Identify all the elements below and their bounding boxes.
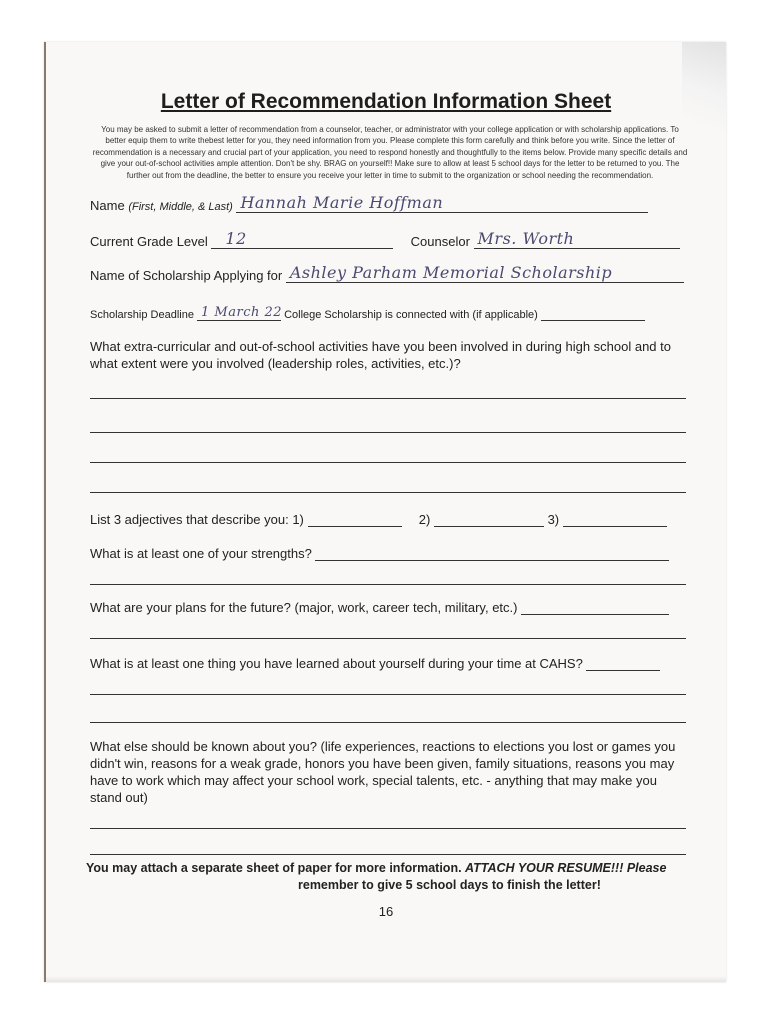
scholarship-field[interactable] — [286, 263, 684, 283]
adjectives-row — [90, 510, 667, 527]
strengths-field[interactable] — [315, 544, 669, 561]
deadline-label: Scholarship Deadline — [90, 309, 194, 321]
plans-line[interactable] — [90, 638, 686, 639]
else-question: What else should be known about you? (life experiences, reactions to elections you lost or games you didn't win, reasons for a weak grade, honors you have been given, family situations, reasons you may have to work which may affect your school work, special talents, etc. - anything that may make you stand out) — [90, 739, 676, 805]
activities-line[interactable] — [90, 462, 686, 463]
activities-line[interactable] — [90, 398, 686, 399]
learned-field[interactable] — [586, 654, 660, 671]
plans-row — [90, 598, 669, 615]
adjective-3-field[interactable] — [563, 510, 667, 527]
counselor-value: Mrs. Worth — [477, 229, 575, 248]
page-title: Letter of Recommendation Information Sheet — [160, 90, 612, 113]
footer-line-1: You may attach a separate sheet of paper for more information. — [86, 861, 462, 875]
college-field[interactable] — [541, 304, 645, 321]
adjectives-label: List 3 adjectives that describe you: 1) — [90, 512, 304, 527]
deadline-row — [90, 304, 645, 321]
intro-paragraph: You may be asked to submit a letter of recommendation from a counselor, teacher, or administrator with your college application or with scholarship applications. To better equip them to write thebest letter for you, they need information from you. Please complete this form carefully and think before you write. Since the letter of recommendation is a necessary and crucial part of your application, you need to respond honestly and thoughtfully to the items below. Provide many specific details and give your out-of-school activities ample attention. Don't be shy. BRAG on yourself!! Make sure to allow at least 5 school days for the letter to be returned to you. The further out from the deadline, the better to ensure you receive your letter in time to submit to the organization or school needing the recommendation. — [92, 125, 688, 180]
counselor-label: Counselor — [410, 234, 470, 249]
form-sheet — [44, 42, 726, 982]
adjective-2-label: 2) — [418, 512, 431, 527]
deadline-field[interactable] — [197, 304, 281, 321]
plans-field[interactable] — [521, 598, 669, 615]
strengths-line[interactable] — [90, 584, 686, 585]
learned-line[interactable] — [90, 694, 686, 695]
scholarship-value: Ashley Parham Memorial Scholarship — [289, 263, 613, 282]
activities-question: What extra-curricular and out-of-school activities have you been involved in during high school and to what extent were you involved (leadership roles, activities, etc.)? — [90, 339, 671, 371]
college-label: College Scholarship is connected with (if applicable) — [284, 309, 538, 321]
activities-line[interactable] — [90, 432, 686, 433]
learned-line[interactable] — [90, 722, 686, 723]
footer-resume-note: ATTACH YOUR RESUME!!! Please — [465, 861, 667, 875]
learned-label: What is at least one thing you have learned about yourself during your time at CAHS? — [90, 656, 583, 671]
name-row — [90, 193, 648, 213]
activities-line[interactable] — [90, 492, 686, 493]
else-line[interactable] — [90, 854, 686, 855]
strengths-row — [90, 544, 669, 561]
name-value: Hannah Marie Hoffman — [240, 193, 444, 212]
strengths-label: What is at least one of your strengths? — [90, 546, 312, 561]
footer-line-2: remember to give 5 school days to finish the letter! — [298, 878, 601, 892]
name-hint: (First, Middle, & Last) — [128, 201, 233, 213]
counselor-field[interactable] — [474, 229, 680, 249]
adjective-1-field[interactable] — [308, 510, 402, 527]
footer-note — [86, 860, 686, 894]
adjective-2-field[interactable] — [434, 510, 544, 527]
grade-value: 12 — [225, 229, 247, 248]
grade-field[interactable] — [211, 229, 393, 249]
name-label: Name — [90, 198, 125, 213]
learned-row — [90, 654, 660, 671]
adjective-3-label: 3) — [547, 512, 560, 527]
page-number: 16 — [378, 904, 394, 919]
name-field[interactable] — [236, 193, 648, 213]
else-line[interactable] — [90, 828, 686, 829]
deadline-value: 1 March 22 — [201, 305, 283, 320]
grade-row — [90, 229, 680, 249]
scholarship-row — [90, 263, 684, 283]
grade-label: Current Grade Level — [90, 234, 208, 249]
page-edge-shadow — [46, 976, 726, 982]
scholarship-label: Name of Scholarship Applying for — [90, 268, 283, 283]
plans-label: What are your plans for the future? (major, work, career tech, military, etc.) — [90, 600, 518, 615]
